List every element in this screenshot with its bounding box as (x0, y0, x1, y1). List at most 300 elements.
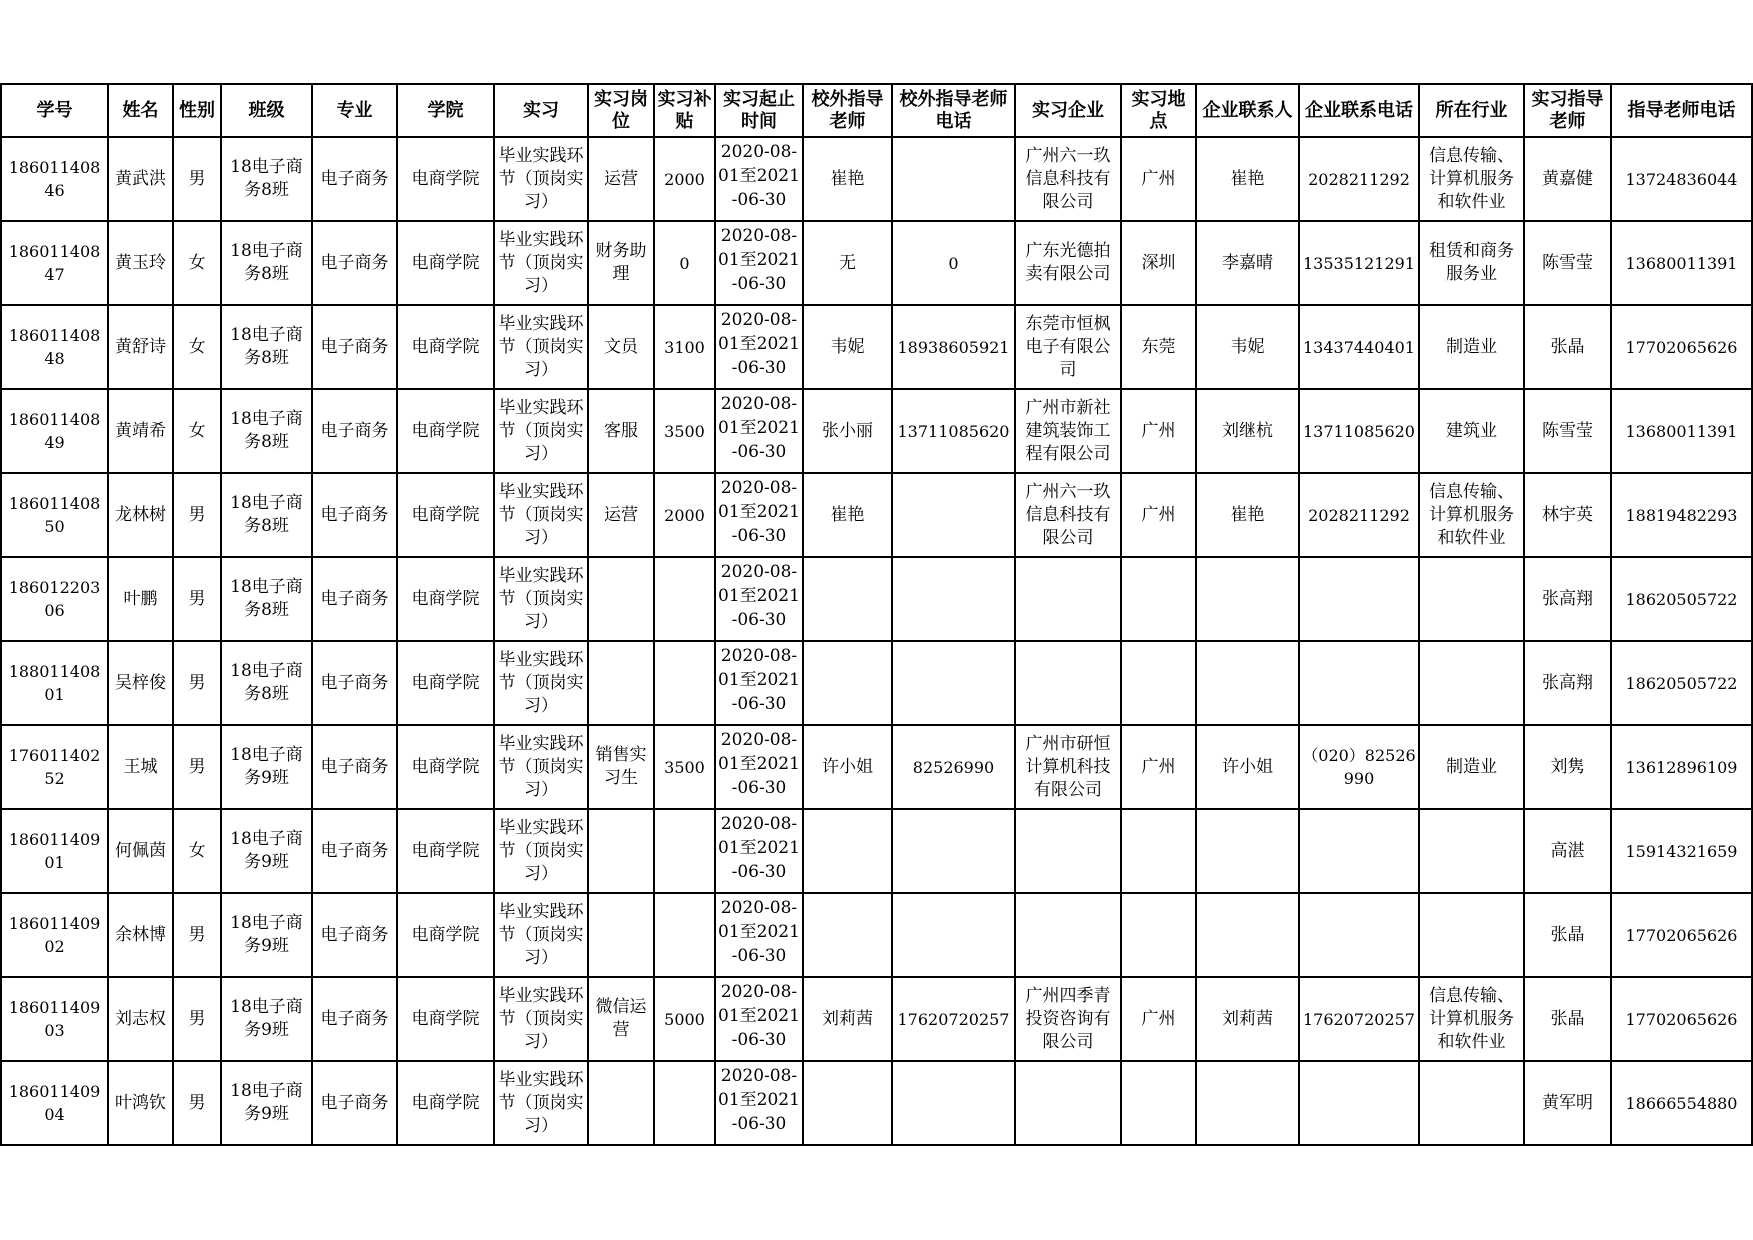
cell-text: 男 (188, 924, 206, 945)
cell-major (312, 893, 397, 977)
cell-name (108, 641, 173, 725)
cell-name (108, 725, 173, 809)
cell-text: 2020-08-01至2021-06-30 (718, 1066, 800, 1134)
cell-text: 男 (188, 1092, 206, 1113)
cell-text: 18电子商务8班 (230, 325, 303, 368)
cell-text: 广东光德拍卖有限公司 (1025, 241, 1111, 284)
column-header-advisor-phone: 指导老师电话 (1611, 84, 1752, 137)
cell-internship-advisor (1524, 893, 1611, 977)
cell-student-id (1, 137, 108, 221)
cell-college (397, 977, 494, 1061)
cell-internship-subsidy (654, 473, 715, 557)
table-row (1, 389, 1752, 473)
cell-major (312, 137, 397, 221)
cell-text: 毕业实践环节（顶岗实习） (498, 733, 584, 800)
cell-internship-position (588, 557, 654, 641)
cell-internship-type (494, 809, 588, 893)
cell-class (221, 809, 312, 893)
cell-text: 电子商务 (320, 672, 389, 693)
cell-internship-advisor (1524, 389, 1611, 473)
cell-text: 13680011391 (1625, 253, 1738, 273)
cell-industry (1419, 893, 1524, 977)
cell-text: 17620720257 (1303, 1009, 1415, 1029)
cell-internship-company (1015, 725, 1121, 809)
cell-internship-advisor (1524, 473, 1611, 557)
cell-internship-location (1121, 809, 1196, 893)
cell-college (397, 137, 494, 221)
cell-text: 3100 (664, 337, 705, 357)
cell-external-mentor (803, 1061, 892, 1145)
cell-text: 18电子商务9班 (230, 1081, 303, 1124)
cell-internship-position (588, 893, 654, 977)
cell-name (108, 893, 173, 977)
cell-company-contact-phone (1299, 641, 1419, 725)
cell-internship-company (1015, 137, 1121, 221)
cell-internship-company (1015, 893, 1121, 977)
cell-text: 5000 (664, 1009, 705, 1029)
cell-text: 信息传输、计算机服务和软件业 (1429, 481, 1514, 548)
cell-internship-type (494, 893, 588, 977)
cell-text (591, 811, 651, 891)
cell-text: 张高翔 (1542, 588, 1593, 609)
cell-text: 电商学院 (411, 924, 480, 945)
cell-text: 广州 (1141, 504, 1176, 525)
cell-internship-position (588, 1061, 654, 1145)
cell-text: 电商学院 (411, 840, 480, 861)
cell-text: 运营 (604, 168, 638, 189)
cell-class (221, 1061, 312, 1145)
cell-text: 电子商务 (320, 588, 389, 609)
cell-external-mentor (803, 641, 892, 725)
cell-college (397, 389, 494, 473)
cell-text: 张晶 (1550, 924, 1585, 945)
cell-internship-company (1015, 389, 1121, 473)
cell-company-contact-phone (1299, 809, 1419, 893)
cell-text: 东莞市恒枫电子有限公司 (1025, 313, 1111, 380)
cell-external-mentor-phone (892, 893, 1015, 977)
cell-major (312, 725, 397, 809)
cell-external-mentor-phone (892, 1061, 1015, 1145)
cell-internship-company (1015, 305, 1121, 389)
cell-internship-position (588, 305, 654, 389)
cell-text (1018, 1063, 1118, 1143)
cell-text: 电商学院 (411, 1008, 480, 1029)
cell-internship-company (1015, 641, 1121, 725)
cell-college (397, 473, 494, 557)
cell-internship-period (715, 557, 803, 641)
cell-text: 电商学院 (411, 756, 480, 777)
cell-text: 林宇英 (1542, 504, 1593, 525)
cell-text: 13612896109 (1625, 757, 1738, 777)
cell-external-mentor (803, 473, 892, 557)
cell-industry (1419, 725, 1524, 809)
cell-gender (173, 473, 221, 557)
cell-text: 18601140847 (8, 242, 101, 284)
cell-text: 黄嘉健 (1542, 168, 1593, 189)
table-row (1, 221, 1752, 305)
cell-text: 2020-08-01至2021-06-30 (718, 562, 800, 630)
cell-text: 男 (188, 1008, 206, 1029)
cell-class (221, 305, 312, 389)
cell-text: 制造业 (1446, 336, 1497, 357)
column-header-company-contact: 企业联系人 (1196, 84, 1299, 137)
cell-text: 韦妮 (1230, 336, 1265, 357)
cell-advisor-phone (1611, 137, 1752, 221)
cell-major (312, 1061, 397, 1145)
cell-major (312, 809, 397, 893)
cell-text: 13711085620 (1303, 421, 1415, 441)
cell-text: 财务助理 (595, 241, 647, 284)
column-header-name: 姓名 (108, 84, 173, 137)
cell-text: 18601140903 (8, 998, 101, 1040)
cell-external-mentor-phone (892, 641, 1015, 725)
cell-text: 张高翔 (1542, 672, 1593, 693)
cell-text: 电商学院 (411, 252, 480, 273)
cell-student-id (1, 641, 108, 725)
cell-text: 电商学院 (411, 420, 480, 441)
cell-text: 吴梓俊 (115, 672, 166, 693)
cell-major (312, 977, 397, 1061)
cell-college (397, 809, 494, 893)
cell-class (221, 137, 312, 221)
cell-text: 18601140849 (8, 410, 101, 452)
cell-company-contact-phone (1299, 1061, 1419, 1145)
cell-internship-advisor (1524, 557, 1611, 641)
column-header-internship-type: 实习 (494, 84, 588, 137)
table-row (1, 557, 1752, 641)
cell-advisor-phone (1611, 389, 1752, 473)
cell-text: 18电子商务9班 (230, 997, 303, 1040)
cell-text: 龙林树 (115, 504, 166, 525)
cell-text (1124, 895, 1193, 975)
cell-text: 广州 (1141, 420, 1176, 441)
cell-major (312, 389, 397, 473)
column-header-internship-advisor: 实习指导老师 (1524, 84, 1611, 137)
cell-text: 电商学院 (411, 588, 480, 609)
cell-text: 叶鸿钦 (115, 1092, 166, 1113)
cell-text: 黄武洪 (115, 168, 166, 189)
cell-text: 17702065626 (1625, 337, 1738, 357)
cell-text: 叶鹏 (123, 588, 158, 609)
cell-text (895, 643, 1012, 723)
cell-student-id (1, 389, 108, 473)
cell-text: 建筑业 (1446, 420, 1497, 441)
internship-sheet (0, 83, 1753, 1146)
cell-text: 2028211292 (1308, 505, 1410, 525)
cell-text: 崔艳 (1230, 504, 1265, 525)
cell-text: 3500 (664, 421, 705, 441)
cell-company-contact-phone (1299, 221, 1419, 305)
cell-college (397, 557, 494, 641)
cell-text: 电商学院 (411, 168, 480, 189)
cell-text: 18601220306 (8, 578, 101, 620)
cell-internship-advisor (1524, 977, 1611, 1061)
cell-industry (1419, 305, 1524, 389)
cell-internship-position (588, 137, 654, 221)
cell-internship-period (715, 389, 803, 473)
cell-text: 18620505722 (1625, 589, 1738, 609)
cell-company-contact (1196, 893, 1299, 977)
cell-gender (173, 641, 221, 725)
cell-text (1302, 643, 1416, 723)
cell-advisor-phone (1611, 725, 1752, 809)
cell-text (1302, 559, 1416, 639)
cell-industry (1419, 557, 1524, 641)
cell-text: 广州 (1141, 756, 1176, 777)
cell-text: 2020-08-01至2021-06-30 (718, 814, 800, 882)
cell-text: 电子商务 (320, 168, 389, 189)
cell-internship-location (1121, 137, 1196, 221)
cell-external-mentor-phone (892, 557, 1015, 641)
cell-college (397, 725, 494, 809)
cell-text: 陈雪莹 (1542, 252, 1593, 273)
table-row (1, 641, 1752, 725)
cell-text: 运营 (604, 504, 638, 525)
cell-internship-position (588, 809, 654, 893)
cell-company-contact-phone (1299, 725, 1419, 809)
cell-text: 男 (188, 504, 206, 525)
cell-internship-subsidy (654, 221, 715, 305)
cell-company-contact-phone (1299, 557, 1419, 641)
cell-text: 13711085620 (897, 421, 1010, 441)
cell-text (1422, 1063, 1521, 1143)
column-header-major: 专业 (312, 84, 397, 137)
cell-internship-location (1121, 1061, 1196, 1145)
cell-company-contact (1196, 725, 1299, 809)
cell-internship-type (494, 1061, 588, 1145)
cell-text: 18电子商务9班 (230, 745, 303, 788)
cell-text (1199, 559, 1296, 639)
cell-external-mentor (803, 557, 892, 641)
cell-external-mentor-phone (892, 137, 1015, 221)
cell-internship-period (715, 641, 803, 725)
cell-text (806, 559, 889, 639)
cell-internship-period (715, 473, 803, 557)
cell-college (397, 1061, 494, 1145)
cell-text: 微信运营 (595, 997, 647, 1040)
cell-text: 广州四季青投资咨询有限公司 (1025, 985, 1111, 1052)
cell-text (1422, 895, 1521, 975)
cell-external-mentor (803, 389, 892, 473)
cell-text: 2020-08-01至2021-06-30 (718, 478, 800, 546)
cell-text: 毕业实践环节（顶岗实习） (498, 565, 584, 632)
cell-text: 黄靖希 (115, 420, 166, 441)
cell-text: 17601140252 (8, 746, 101, 788)
cell-text: 高湛 (1550, 840, 1585, 861)
cell-external-mentor (803, 137, 892, 221)
cell-company-contact-phone (1299, 137, 1419, 221)
cell-text: 广州 (1141, 1008, 1176, 1029)
cell-text: 毕业实践环节（顶岗实习） (498, 817, 584, 884)
cell-internship-location (1121, 641, 1196, 725)
cell-external-mentor-phone (892, 809, 1015, 893)
cell-internship-type (494, 557, 588, 641)
cell-text (1018, 643, 1118, 723)
cell-gender (173, 305, 221, 389)
cell-text: 刘志权 (115, 1008, 166, 1029)
table-row (1, 473, 1752, 557)
cell-gender (173, 137, 221, 221)
cell-text: 电商学院 (411, 336, 480, 357)
cell-text (657, 643, 712, 723)
cell-internship-period (715, 1061, 803, 1145)
cell-internship-period (715, 221, 803, 305)
cell-text (1302, 895, 1416, 975)
cell-company-contact (1196, 1061, 1299, 1145)
table-row (1, 1061, 1752, 1145)
cell-text: 电子商务 (320, 252, 389, 273)
cell-class (221, 221, 312, 305)
cell-text: 崔艳 (1230, 168, 1265, 189)
cell-advisor-phone (1611, 977, 1752, 1061)
cell-text (806, 811, 889, 891)
cell-text: 女 (188, 252, 206, 273)
cell-internship-period (715, 137, 803, 221)
cell-class (221, 389, 312, 473)
cell-internship-location (1121, 557, 1196, 641)
cell-text (657, 1063, 712, 1143)
cell-text: 文员 (604, 336, 638, 357)
cell-gender (173, 893, 221, 977)
cell-gender (173, 557, 221, 641)
cell-major (312, 473, 397, 557)
cell-text: 0 (679, 253, 690, 273)
cell-text: 18620505722 (1625, 673, 1738, 693)
cell-advisor-phone (1611, 305, 1752, 389)
cell-text: 男 (188, 672, 206, 693)
cell-text: 陈雪莹 (1542, 420, 1593, 441)
cell-text: 许小姐 (822, 756, 873, 777)
cell-student-id (1, 305, 108, 389)
cell-internship-subsidy (654, 641, 715, 725)
cell-internship-company (1015, 557, 1121, 641)
cell-external-mentor (803, 809, 892, 893)
cell-internship-position (588, 389, 654, 473)
cell-internship-location (1121, 389, 1196, 473)
cell-text: 18801140801 (8, 662, 101, 704)
cell-text (1018, 895, 1118, 975)
column-header-class: 班级 (221, 84, 312, 137)
cell-internship-company (1015, 473, 1121, 557)
cell-student-id (1, 473, 108, 557)
cell-text: 女 (188, 336, 206, 357)
cell-text: 电子商务 (320, 840, 389, 861)
cell-company-contact-phone (1299, 893, 1419, 977)
cell-text: 毕业实践环节（顶岗实习） (498, 649, 584, 716)
cell-text: 毕业实践环节（顶岗实习） (498, 1069, 584, 1136)
cell-text: 电商学院 (411, 504, 480, 525)
cell-class (221, 977, 312, 1061)
cell-text (1199, 895, 1296, 975)
cell-text: 0 (948, 253, 959, 273)
cell-class (221, 893, 312, 977)
cell-text: 东莞 (1141, 336, 1176, 357)
cell-internship-period (715, 305, 803, 389)
column-header-internship-position: 实习岗位 (588, 84, 654, 137)
cell-text: 电子商务 (320, 420, 389, 441)
cell-text (1124, 559, 1193, 639)
cell-internship-advisor (1524, 641, 1611, 725)
column-header-student-id: 学号 (1, 84, 108, 137)
cell-text: 崔艳 (830, 168, 865, 189)
cell-text: 毕业实践环节（顶岗实习） (498, 397, 584, 464)
column-header-internship-subsidy: 实习补贴 (654, 84, 715, 137)
cell-text: 18电子商务8班 (230, 241, 303, 284)
cell-industry (1419, 221, 1524, 305)
cell-name (108, 557, 173, 641)
cell-company-contact (1196, 809, 1299, 893)
internship-table (0, 83, 1753, 1146)
table-header-row (1, 84, 1752, 137)
cell-internship-subsidy (654, 1061, 715, 1145)
column-header-internship-period: 实习起止时间 (715, 84, 803, 137)
cell-internship-advisor (1524, 1061, 1611, 1145)
cell-major (312, 305, 397, 389)
cell-text: 女 (188, 420, 206, 441)
cell-internship-location (1121, 725, 1196, 809)
cell-text: 张小丽 (822, 420, 873, 441)
column-header-external-mentor-phone: 校外指导老师电话 (892, 84, 1015, 137)
cell-text: 毕业实践环节（顶岗实习） (498, 481, 584, 548)
cell-external-mentor-phone (892, 305, 1015, 389)
cell-text: 毕业实践环节（顶岗实习） (498, 313, 584, 380)
cell-text: 13437440401 (1303, 337, 1415, 357)
cell-advisor-phone (1611, 809, 1752, 893)
cell-external-mentor (803, 725, 892, 809)
cell-text: 毕业实践环节（顶岗实习） (498, 229, 584, 296)
cell-industry (1419, 1061, 1524, 1145)
cell-text: 电子商务 (320, 1008, 389, 1029)
table-row (1, 977, 1752, 1061)
cell-gender (173, 389, 221, 473)
cell-internship-subsidy (654, 557, 715, 641)
cell-company-contact (1196, 473, 1299, 557)
cell-text: 18电子商务8班 (230, 661, 303, 704)
cell-company-contact (1196, 137, 1299, 221)
cell-external-mentor-phone (892, 725, 1015, 809)
table-row (1, 305, 1752, 389)
cell-text: 黄军明 (1542, 1092, 1593, 1113)
cell-internship-subsidy (654, 389, 715, 473)
cell-company-contact-phone (1299, 473, 1419, 557)
cell-text: 信息传输、计算机服务和软件业 (1429, 145, 1514, 212)
cell-text: 2000 (664, 505, 705, 525)
cell-major (312, 221, 397, 305)
cell-internship-subsidy (654, 305, 715, 389)
cell-text: 2000 (664, 169, 705, 189)
cell-internship-advisor (1524, 137, 1611, 221)
column-header-internship-company: 实习企业 (1015, 84, 1121, 137)
cell-name (108, 977, 173, 1061)
cell-internship-subsidy (654, 977, 715, 1061)
cell-text (1302, 811, 1416, 891)
cell-advisor-phone (1611, 1061, 1752, 1145)
cell-text: 广州六一玖信息科技有限公司 (1025, 145, 1111, 212)
cell-text: 2020-08-01至2021-06-30 (718, 142, 800, 210)
cell-text: 18电子商务8班 (230, 493, 303, 536)
cell-text (1199, 811, 1296, 891)
cell-internship-advisor (1524, 305, 1611, 389)
cell-college (397, 641, 494, 725)
cell-text: 刘隽 (1550, 756, 1585, 777)
cell-internship-type (494, 473, 588, 557)
cell-external-mentor-phone (892, 221, 1015, 305)
cell-text (657, 559, 712, 639)
cell-student-id (1, 893, 108, 977)
cell-college (397, 305, 494, 389)
cell-advisor-phone (1611, 893, 1752, 977)
cell-text: 电商学院 (411, 1092, 480, 1113)
